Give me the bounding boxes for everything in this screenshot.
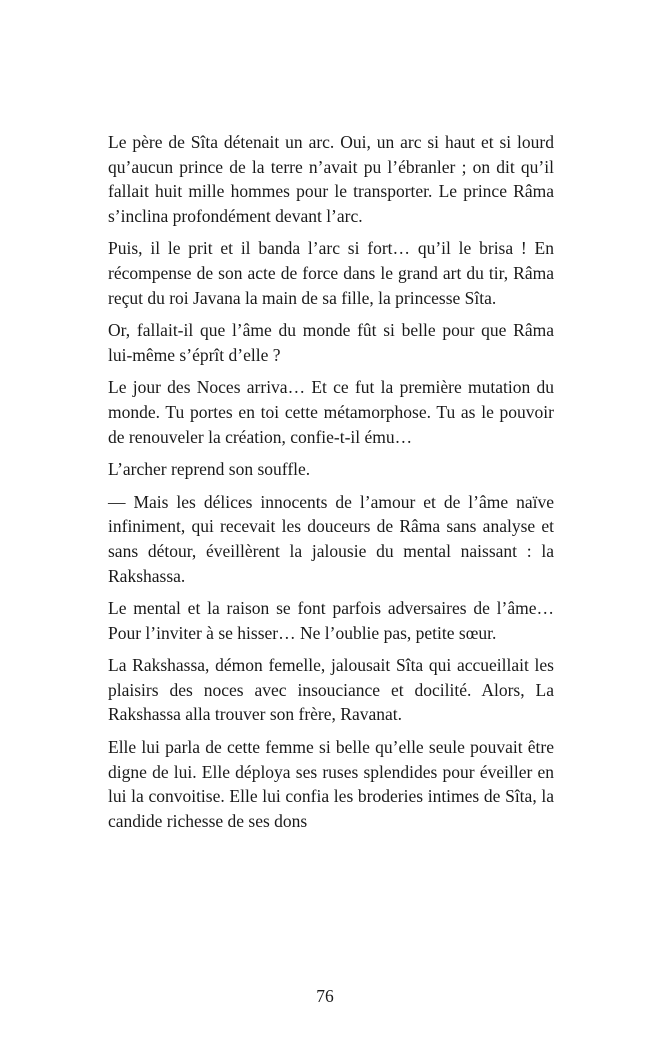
- paragraph-5: L’archer reprend son souffle.: [108, 459, 311, 480]
- paragraph-2: Puis, il le prit et il banda l’arc si fort… qu’il le brisa ! En récompense de son acte de force dans le grand art du tir, Râma reçut du roi Javana la main de sa fille, la princesse Sîta.: [108, 238, 554, 308]
- page-number: 76: [316, 986, 334, 1006]
- paragraph-3: Or, fallait-il que l’âme du monde fût si belle pour que Râma lui-même s’éprît d’elle ?: [108, 320, 554, 365]
- paragraph-4: Le jour des Noces arriva… Et ce fut la première mutation du monde. Tu portes en toi cette métamorphose. Tu as le pouvoir de renouveler la création, confie-t-il ému…: [108, 377, 554, 447]
- paragraph-8: La Rakshassa, démon femelle, jalousait Sîta qui accueillait les plaisirs des noces avec insouciance et docilité. Alors, La Rakshassa alla trouver son frère, Ravanat.: [108, 655, 554, 725]
- paragraph-9: Elle lui parla de cette femme si belle qu’elle seule pouvait être digne de lui. Elle déploya ses ruses splendides pour éveiller en lui la convoitise. Elle lui confia les broderies intimes de Sîta, la candide richesse de ses dons: [108, 737, 554, 831]
- body-text: [108, 130, 554, 841]
- paragraph-7: Le mental et la raison se font parfois adversaires de l’âme… Pour l’inviter à se hisser… Ne l’oublie pas, petite sœur.: [108, 598, 554, 643]
- paragraph-1: Le père de Sîta détenait un arc. Oui, un arc si haut et si lourd qu’aucun prince de la terre n’avait pu l’ébranler ; on dit qu’il fallait huit mille hommes pour le transporter. Le prince Râma s’inclina profondément devant l’arc.: [108, 132, 554, 226]
- paragraph-6: — Mais les délices innocents de l’amour et de l’âme naïve infiniment, qui recevait les douceurs de Râma sans analyse et sans détour, éveillèrent la jalousie du mental naissant : la Rakshassa.: [108, 491, 554, 586]
